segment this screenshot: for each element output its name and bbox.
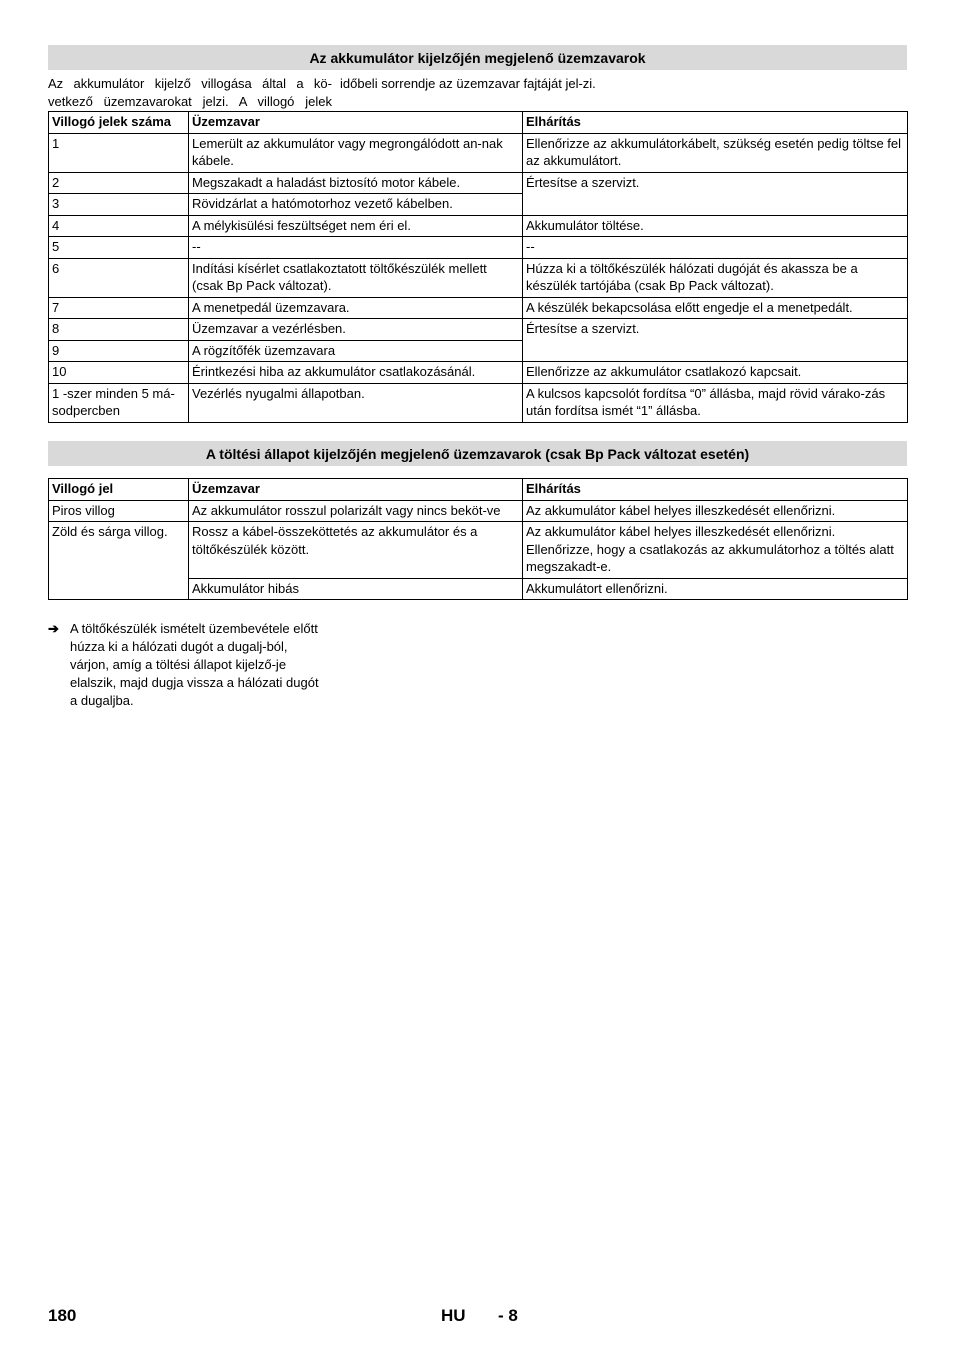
table-row xyxy=(49,297,908,319)
cell-fault: Üzemzavar a vezérlésben. xyxy=(189,319,523,341)
cell-remedy: Az akkumulátor kábel helyes illeszkedését ellenőrizni. xyxy=(523,500,908,522)
cell-fault: Indítási kísérlet csatlakoztatott töltőkészülék mellett (csak Bp Pack változat). xyxy=(189,258,523,297)
table-row xyxy=(49,500,908,522)
table-row xyxy=(49,383,908,422)
cell-fault: Lemerült az akkumulátor vagy megrongálódott an-nak kábele. xyxy=(189,133,523,172)
cell-code: 2 xyxy=(49,172,189,194)
cell-fault: Rossz a kábel-összeköttetés az akkumulátor és a töltőkészülék között. xyxy=(189,522,523,579)
column-header-fault: Üzemzavar xyxy=(189,479,523,501)
table-row xyxy=(49,172,908,194)
table-row xyxy=(49,522,908,579)
cell-remedy: Ellenőrizze az akkumulátor csatlakozó kapcsait. xyxy=(523,362,908,384)
cell-remedy: Akkumulátort ellenőrizni. xyxy=(523,578,908,600)
cell-code: 1 -szer minden 5 má-sodpercben xyxy=(49,383,189,422)
arrow-right-icon: ➔ xyxy=(48,621,59,636)
cell-signal: Piros villog xyxy=(49,500,189,522)
table-row xyxy=(49,362,908,384)
cell-remedy: A készülék bekapcsolása előtt engedje el a menetpedált. xyxy=(523,297,908,319)
cell-fault: Rövidzárlat a hatómotorhoz vezető kábelben. xyxy=(189,194,523,216)
cell-code: 6 xyxy=(49,258,189,297)
charge-indicator-fault-table xyxy=(48,478,908,600)
cell-remedy: Értesítse a szervizt. xyxy=(523,172,908,215)
column-header-fault: Üzemzavar xyxy=(189,112,523,134)
cell-remedy: Ellenőrizze az akkumulátorkábelt, szükség esetén pedig töltse fel az akkumulátort. xyxy=(523,133,908,172)
cell-fault: -- xyxy=(189,237,523,259)
cell-remedy: Húzza ki a töltőkészülék hálózati dugóját és akassza be a készülék tartójába (csak Bp Pack változat). xyxy=(523,258,908,297)
table-row xyxy=(49,319,908,341)
cell-remedy: Akkumulátor töltése. xyxy=(523,215,908,237)
cell-fault: Vezérlés nyugalmi állapotban. xyxy=(189,383,523,422)
instruction-note xyxy=(48,620,328,710)
cell-fault: Megszakadt a haladást biztosító motor kábele. xyxy=(189,172,523,194)
cell-fault: Az akkumulátor rosszul polarizált vagy nincs beköt-ve xyxy=(189,500,523,522)
column-header-signal: Villogó jel xyxy=(49,479,189,501)
cell-code: 3 xyxy=(49,194,189,216)
cell-fault: Akkumulátor hibás xyxy=(189,578,523,600)
cell-code: 8 xyxy=(49,319,189,341)
cell-remedy: A kulcsos kapcsolót fordítsa “0” állásba, majd rövid várako-zás után fordítsa ismét “1” állásba. xyxy=(523,383,908,422)
table-row xyxy=(49,258,908,297)
cell-remedy: Értesítse a szervizt. xyxy=(523,319,908,362)
cell-code: 1 xyxy=(49,133,189,172)
column-header-remedy: Elhárítás xyxy=(523,112,908,134)
cell-fault: Érintkezési hiba az akkumulátor csatlakozásánál. xyxy=(189,362,523,384)
section-heading-charge-indicator-faults: A töltési állapot kijelzőjén megjelenő üzemzavarok (csak Bp Pack változat esetén) xyxy=(48,441,907,466)
table-row xyxy=(49,133,908,172)
column-header-remedy: Elhárítás xyxy=(523,479,908,501)
table-row xyxy=(49,215,908,237)
instruction-note-text: A töltőkészülék ismételt üzembevétele előtt húzza ki a hálózati dugót a dugalj-ból, várjon, amíg a töltési állapot kijelző-je elalszik, majd dugja vissza a hálózati dugót a dugaljba. xyxy=(70,621,319,708)
cell-remedy: Az akkumulátor kábel helyes illeszkedését ellenőrizni. Ellenőrizze, hogy a csatlakozás az akkumulátorhoz a töltés alatt megszakadt-e. xyxy=(523,522,908,579)
cell-signal: Zöld és sárga villog. xyxy=(49,522,189,600)
cell-code: 10 xyxy=(49,362,189,384)
intro-text-right: időbeli sorrendje az üzemzavar fajtáját jel-zi. xyxy=(340,76,596,91)
cell-fault: A mélykisülési feszültséget nem éri el. xyxy=(189,215,523,237)
cell-remedy: -- xyxy=(523,237,908,259)
cell-code: 9 xyxy=(49,340,189,362)
table-header-row xyxy=(49,112,908,134)
cell-fault: A menetpedál üzemzavara. xyxy=(189,297,523,319)
cell-code: 7 xyxy=(49,297,189,319)
table-header-row xyxy=(49,479,908,501)
column-header-code: Villogó jelek száma xyxy=(49,112,189,134)
cell-code: 4 xyxy=(49,215,189,237)
section-heading-battery-faults: Az akkumulátor kijelzőjén megjelenő üzemzavarok xyxy=(48,45,907,70)
cell-code: 5 xyxy=(49,237,189,259)
page-number: 180 xyxy=(48,1306,77,1325)
section-page-number: - 8 xyxy=(498,1306,518,1325)
cell-fault: A rögzítőfék üzemzavara xyxy=(189,340,523,362)
battery-fault-table xyxy=(48,111,908,423)
language-code: HU xyxy=(441,1306,466,1325)
table-row xyxy=(49,237,908,259)
intro-text-left: Az akkumulátor kijelző villogása által a kö-vetkező üzemzavarokat jelzi. A villogó jelek xyxy=(48,76,332,109)
